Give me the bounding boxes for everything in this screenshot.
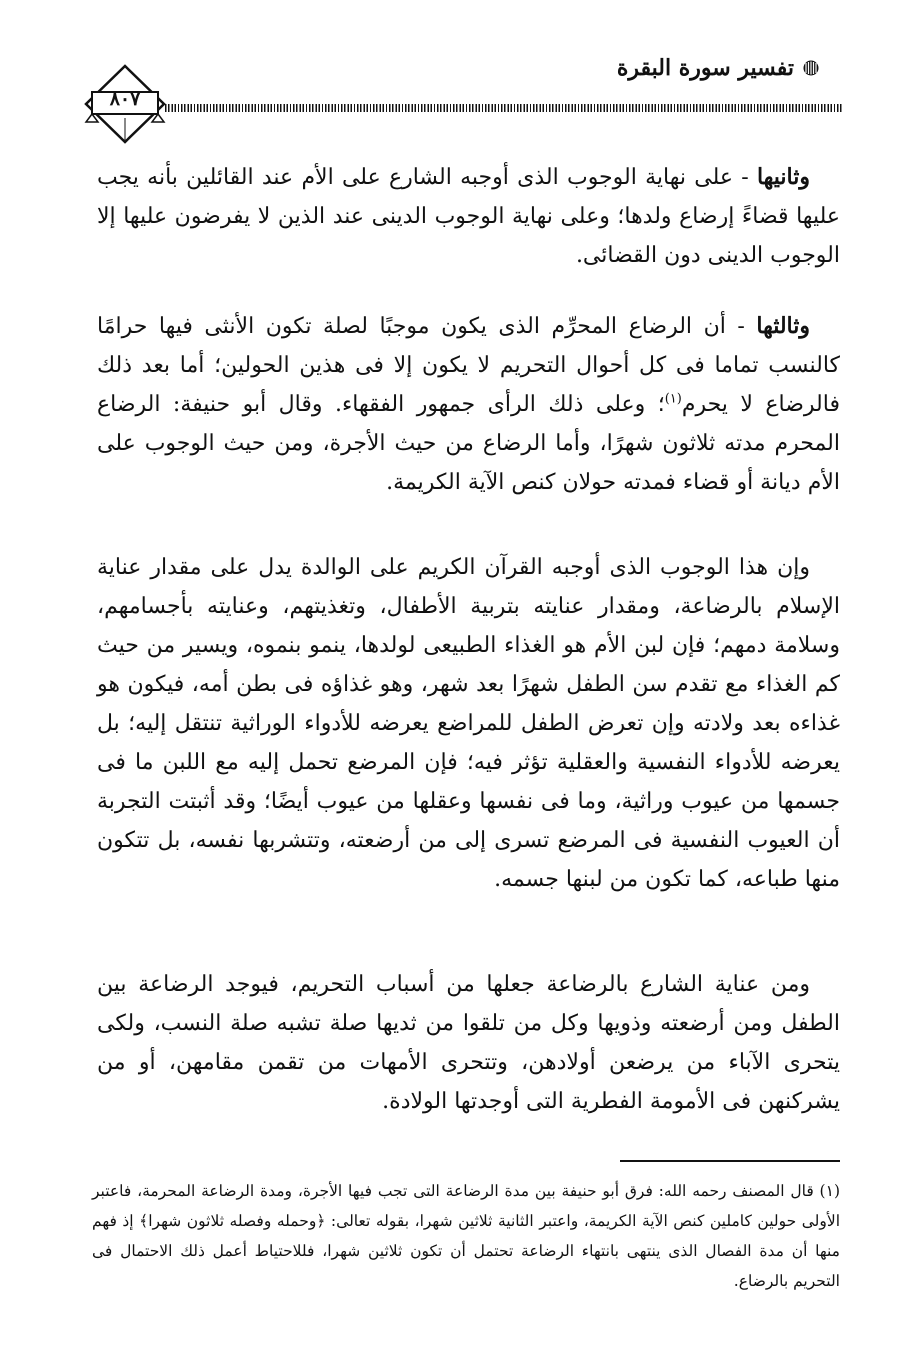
paragraph-2-text-a: - أن الرضاع المحرِّم الذى يكون موجبًا لصلة تكون الأنثى فيها حرامًا كالنسب تماما فى كل أحوال التحريم لا يكون إلا فى هذين الحولين؛ أما بعد ذلك فالرضاع لا يحرم	[97, 314, 840, 417]
paragraph-4	[97, 965, 840, 1121]
paragraph-2	[97, 307, 840, 502]
paragraph-3-text: وإن هذا الوجوب الذى أوجبه القرآن الكريم على الوالدة يدل على مقدار عناية الإسلام بالرضاعة، ومقدار عنايته بتربية الأطفال، وتغذيتهم، وعنايته بأجسامهم، وسلامة دمهم؛ فإن لبن الأم هو الغذاء الطبيعى لولدها، ينمو بنموه، ويسير من حيث كم الغذاء مع تقدم سن الطفل شهرًا بعد شهر، وهو غذاؤه فى بطن أمه، فيكون هو غذاءه بعد ولادته وإن تعرض الطفل للمراضع يعرضه للأدواء الوراثية تنتقل إليه؛ بل يعرضه للأدواء النفسية والعقلية تؤثر فيه؛ فإن المرضع تحمل إليه مع اللبن ما فى جسمها من عيوب وراثية، وما فى نفسها وعقلها من عيوب أيضًا؛ وقد أثبتت التجربة أن العيوب النفسية فى المرضع تسرى إلى من أرضعته، وتتشربها نفسه، بل تتكون منها طباعه، كما تكون من لبنها جسمه.	[97, 555, 840, 892]
paragraph-1-lead: وثانيها	[756, 164, 810, 190]
paragraph-4-text: ومن عناية الشارع بالرضاعة جعلها من أسباب التحريم، فيوجد الرضاعة بين الطفل ومن أرضعته وذويها وكل من تلقوا من ثديها صلة تشبه صلة النسب، ولكى يتحرى الآباء من يرضعن أولادهن، وتتحرى الأمهات من تقمن مقامهن، أو من يشركنهن فى الأمومة الفطرية التى أوجدتها الولادة.	[97, 972, 840, 1114]
page-number: ٨٠٧	[109, 88, 141, 110]
header-rule	[165, 104, 842, 112]
paragraph-2-lead: وثالثها	[756, 313, 810, 339]
paragraph-1-text: - على نهاية الوجوب الذى أوجبه الشارع على الأم عند القائلين بأنه يجب عليها قضاءً إرضاع ولدها؛ وعلى نهاية الوجوب الدينى عند الذين لا يفرضون عليها إلا الوجوب الدينى دون القضائى.	[97, 165, 840, 268]
footnote-rule	[620, 1160, 840, 1162]
header-title: تفسير سورة البقرة	[616, 55, 794, 81]
ornament-icon	[802, 59, 820, 77]
running-header	[617, 55, 820, 81]
paragraph-2-text-b: ؛ وعلى ذلك الرأى جمهور الفقهاء. وقال أبو حنيفة: الرضاع المحرم مدته ثلاثون شهرًا، وأما الرضاع من حيث الأجرة، ومن حيث الوجوب على الأم ديانة أو قضاء فمدته حولان كنص الآية الكريمة.	[97, 392, 840, 495]
paragraph-3	[97, 548, 840, 899]
footnote-reference: (١)	[664, 391, 682, 407]
paragraph-1	[97, 158, 840, 275]
footnote: (١) قال المصنف رحمه الله: فرق أبو حنيفة بين مدة الرضاعة التى تجب فيها الأجرة، ومدة الرضاعة المحرمة، فاعتبر الأولى حولين كاملين كنص الآية الكريمة، واعتبر الثانية ثلاثين شهرا، بقوله تعالى: ﴿وحمله وفصله ثلاثون شهرا﴾ إذ فهم منها أن مدة الفصال الذى ينتهى بانتهاء الرضاعة تحتمل أن تكون ثلاثين شهرا، فللاحتياط أعمل ذلك الاحتمال فى التحريم بالرضاع.	[92, 1182, 840, 1290]
